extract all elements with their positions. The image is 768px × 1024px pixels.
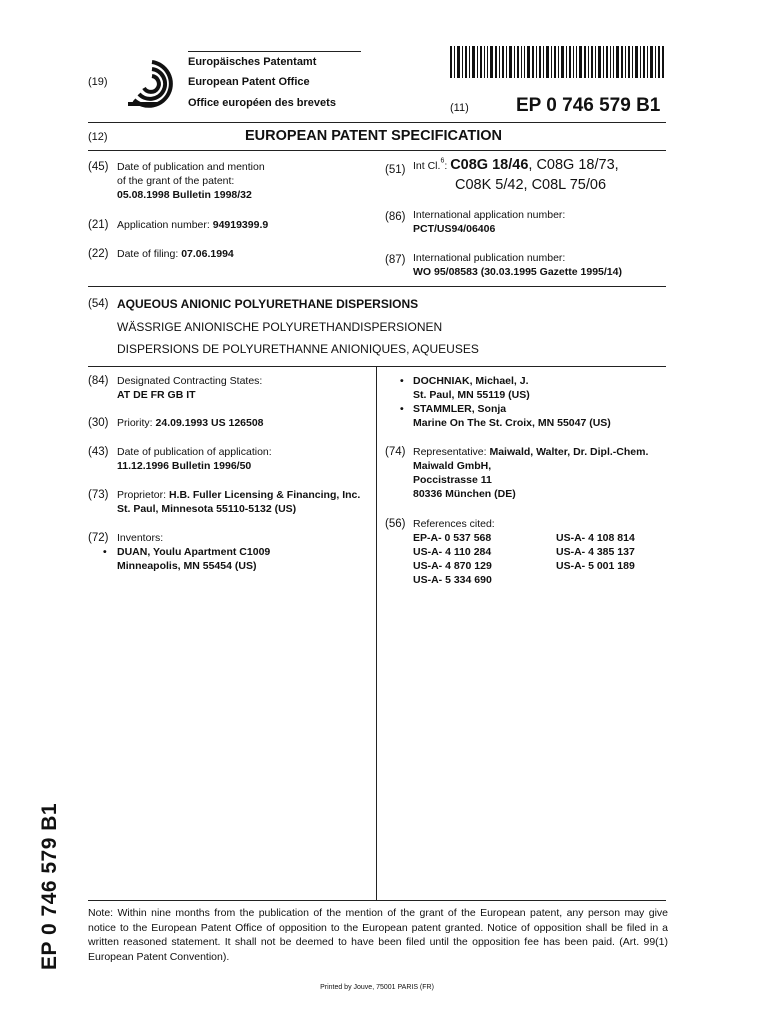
reference-cited: US-A- 4 108 814 [556,532,635,544]
value-73a: H.B. Fuller Licensing & Financing, Inc. [168,489,361,501]
rule-5 [88,900,666,901]
code-87: (87) [385,254,406,266]
label-51-sep: : [444,160,451,172]
row-22 [117,247,234,262]
code-73: (73) [88,489,109,501]
value-87: WO 95/08583 (30.03.1995 Gazette 1995/14) [413,266,622,278]
header-code-11: (11) [450,102,469,114]
title-fr: DISPERSIONS DE POLYURETHANNE ANIONIQUES, AQUEUSES [117,342,479,356]
header-code-19: (19) [88,76,108,88]
label-73: Proprietor: [117,489,169,501]
row-21 [117,218,268,233]
spec-title: EUROPEAN PATENT SPECIFICATION [245,128,502,144]
label-21: Application number: [117,219,213,231]
inventor-1-line1: DUAN, Youlu Apartment C1009 [117,546,271,558]
title-de: WÄSSRIGE ANIONISCHE POLYURETHANDISPERSIONEN [117,320,443,334]
inventor-3-line1: STAMMLER, Sonja [413,403,507,415]
label-84: Designated Contracting States: [117,375,263,387]
inventor-3-line2: Marine On The St. Croix, MN 55047 (US) [413,417,611,429]
label-43: Date of publication of application: [117,446,272,458]
column-divider [376,366,377,900]
label-51: Int Cl. [413,160,441,172]
label-87: International publication number: [413,252,566,264]
code-43: (43) [88,446,109,458]
reference-cited: US-A- 5 001 189 [556,560,635,572]
code-72: (72) [88,532,109,544]
publication-number: EP 0 746 579 B1 [516,95,661,116]
office-name-de: Europäisches Patentamt [188,56,317,68]
code-86: (86) [385,211,406,223]
opposition-note: Note: Within nine months from the publication of the mention of the grant of the European patent, any person may give notice to the European Patent Office of opposition to the European patent granted. Notice of opposition shall be filed in a written reasoned statement. It shall not be deemed to have been filed until the opposition fee has been paid. (Art. 99(1) European Patent Convention). [88,907,668,963]
header-rule-top [188,51,361,52]
value-43: 11.12.1996 Bulletin 1996/50 [117,460,252,472]
epo-logo [122,56,178,112]
reference-cited: EP-A- 0 537 568 [413,532,492,544]
label-74: Representative: [413,446,490,458]
label-51-sup: 6 [440,157,445,165]
value-22: 07.06.1994 [181,248,234,260]
rule-1 [88,122,666,123]
code-74: (74) [385,446,406,458]
label-56: References cited: [413,518,495,530]
reference-cited: US-A- 5 334 690 [413,574,492,586]
value-21: 94919399.9 [212,219,269,231]
code-12: (12) [88,131,108,143]
row-73 [117,488,360,503]
rule-3 [88,286,666,287]
code-22: (22) [88,248,109,260]
value-51-line2: C08K 5/42, C08L 75/06 [455,177,607,193]
inventor-2-bullet: • [400,375,404,387]
label-86: International application number: [413,209,566,221]
row-51 [413,156,619,174]
value-45: 05.08.1998 Bulletin 1998/32 [117,189,252,201]
code-21: (21) [88,219,109,231]
rule-2 [88,150,666,151]
inventor-2-line1: DOCHNIAK, Michael, J. [413,375,529,387]
code-84: (84) [88,375,109,387]
label-30: Priority: [117,417,156,429]
code-56: (56) [385,518,406,530]
inventor-1-line2: Minneapolis, MN 55454 (US) [117,560,257,572]
title-en: AQUEOUS ANIONIC POLYURETHANE DISPERSIONS [117,297,419,311]
label-22: Date of filing: [117,248,182,260]
inventor-2-line2: St. Paul, MN 55119 (US) [413,389,530,401]
inventor-3-bullet: • [400,403,404,415]
printer-footer: Printed by Jouve, 75001 PARIS (FR) [320,984,434,991]
value-74b: Maiwald GmbH, [413,460,492,472]
rule-4 [88,366,666,367]
reference-cited: US-A- 4 870 129 [413,560,492,572]
reference-cited: US-A- 4 385 137 [556,546,635,558]
code-30: (30) [88,417,109,429]
value-51-main: C08G 18/46 [450,157,529,173]
value-73b: St. Paul, Minnesota 55110-5132 (US) [117,503,297,515]
side-publication-number: EP 0 746 579 B1 [38,802,61,970]
row-30 [117,416,264,431]
value-30: 24.09.1993 US 126508 [155,417,264,429]
label-45a: Date of publication and mention [117,161,265,173]
value-74d: 80336 München (DE) [413,488,516,500]
code-51: (51) [385,164,406,176]
label-72: Inventors: [117,532,164,544]
office-name-fr: Office européen des brevets [188,97,336,109]
inventor-1-bullet: • [103,546,107,558]
value-84: AT DE FR GB IT [117,389,196,401]
reference-cited: US-A- 4 110 284 [413,546,492,558]
value-74a: Maiwald, Walter, Dr. Dipl.-Chem. [489,446,649,458]
value-51-rest: , C08G 18/73, [528,157,619,173]
value-86: PCT/US94/06406 [413,223,496,235]
value-74c: Poccistrasse 11 [413,474,492,486]
label-45b: of the grant of the patent: [117,175,235,187]
code-45: (45) [88,161,109,173]
row-74 [413,445,648,460]
barcode [450,46,666,82]
code-54: (54) [88,298,109,310]
office-name-en: European Patent Office [188,76,310,88]
